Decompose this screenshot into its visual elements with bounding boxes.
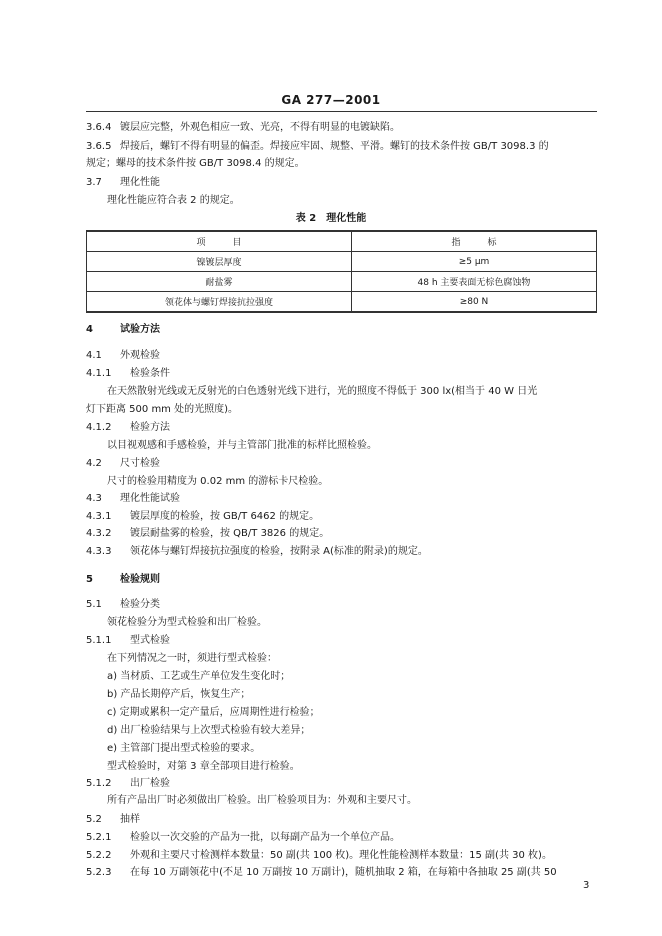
- clause-number: 5.1.2: [86, 778, 112, 789]
- clause-4-1-2: [86, 421, 170, 435]
- standard-code-header: GA 277—2001: [281, 93, 381, 107]
- clause-4-1: [86, 349, 160, 363]
- clause-5-2-3: [86, 866, 557, 880]
- clause-4-2: [86, 457, 160, 471]
- clause-number: 5.2.1: [86, 832, 112, 843]
- chapter-4-heading: [86, 323, 160, 337]
- clause-number: 4.3: [86, 493, 102, 504]
- clause-number: 4.3.2: [86, 528, 112, 539]
- clause-number: 4.3.1: [86, 511, 112, 522]
- list-item: e) 主管部门提出型式检验的要求。: [107, 743, 261, 754]
- chapter-5-heading: [86, 573, 160, 587]
- clause-text: 检验以一次交验的产品为一批，以每副产品为一个单位产品。: [130, 832, 400, 843]
- clause-text: 在每 10 万副领花中(不足 10 万副按 10 万副计)，随机抽取 2 箱，在每箱中各抽取 25 副(共 50: [130, 867, 557, 878]
- table-row: [87, 252, 597, 272]
- clause-title: 出厂检验: [130, 778, 170, 789]
- clause-4-3-1: [86, 510, 319, 524]
- chapter-number: 4: [86, 324, 93, 335]
- paragraph: 领花检验分为型式检验和出厂检验。: [107, 617, 267, 628]
- clause-title: 理化性能试验: [120, 493, 180, 504]
- clause-title: 型式检验: [130, 635, 170, 646]
- clause-5-1-2: [86, 777, 170, 791]
- clause-number: 4.2: [86, 458, 102, 469]
- page-number: 3: [583, 880, 590, 891]
- table-cell-value: 48 h 主要表面无棕色腐蚀物: [352, 272, 597, 292]
- table-cell-item: 领花体与螺钉焊接抗拉强度: [87, 292, 352, 313]
- clause-title: 抽样: [120, 814, 140, 825]
- table-cell-item: 耐盐雾: [87, 272, 352, 292]
- clause-title: 理化性能: [120, 177, 160, 188]
- clause-text: 外观和主要尺寸检测样本数量：50 副(共 100 枚)。理化性能检测样本数量：15 副(共 30 枚)。: [130, 850, 552, 861]
- clause-3-7: [86, 176, 160, 190]
- list-item: b) 产品长期停产后，恢复生产；: [107, 689, 251, 700]
- clause-number: 5.2: [86, 814, 102, 825]
- clause-number: 5.1.1: [86, 635, 112, 646]
- clause-4-3-3: [86, 545, 428, 559]
- clause-3-6-5: [86, 140, 549, 154]
- clause-text: 镀层厚度的检验，按 GB/T 6462 的规定。: [130, 511, 320, 522]
- clause-5-2-2: [86, 849, 552, 863]
- paragraph: 灯下距离 500 mm 处的光照度)。: [86, 404, 239, 415]
- clause-number: 5.1: [86, 599, 102, 610]
- clause-title: 外观检验: [120, 350, 160, 361]
- clause-text: 领花体与螺钉焊接抗拉强度的检验，按附录 A(标准的附录)的规定。: [130, 546, 428, 557]
- table-row: [87, 272, 597, 292]
- chapter-title: 检验规则: [120, 574, 160, 585]
- clause-title: 检验方法: [130, 422, 170, 433]
- table-caption: 表 2 理化性能: [295, 213, 367, 224]
- table-row: [87, 292, 597, 313]
- list-item: c) 定期或累积一定产量后，应周期性进行检验；: [107, 707, 320, 718]
- paragraph: 以目视观感和手感检验，并与主管部门批准的标样比照检验。: [107, 440, 377, 451]
- clause-title: 尺寸检验: [120, 458, 160, 469]
- clause-3-7-paragraph: 理化性能应符合表 2 的规定。: [107, 195, 240, 206]
- clause-5-2-1: [86, 831, 400, 845]
- paragraph: 在天然散射光线或无反射光的白色透射光线下进行，光的照度不得低于 300 lx(相当于 40 W 日光: [107, 386, 538, 397]
- chapter-title: 试验方法: [120, 324, 160, 335]
- header-rule: [86, 111, 597, 112]
- list-item: a) 当材质、工艺或生产单位发生变化时；: [107, 671, 291, 682]
- paragraph: 型式检验时，对第 3 章全部项目进行检验。: [107, 761, 300, 772]
- clause-3-6-5-continued: 规定；螺母的技术条件按 GB/T 3098.4 的规定。: [86, 158, 305, 169]
- clause-4-3: [86, 492, 180, 506]
- clause-number: 4.1.2: [86, 422, 112, 433]
- table-cell-value: ≥80 N: [352, 292, 597, 313]
- clause-number: 3.6.4: [86, 122, 112, 133]
- clause-title: 检验条件: [130, 368, 170, 379]
- clause-5-1: [86, 598, 160, 612]
- chapter-number: 5: [86, 574, 93, 585]
- clause-5-1-1: [86, 634, 170, 648]
- paragraph: 所有产品出厂时必须做出厂检验。出厂检验项目为：外观和主要尺寸。: [107, 795, 417, 806]
- table-cell-value: ≥5 μm: [352, 252, 597, 272]
- clause-number: 4.1.1: [86, 368, 112, 379]
- paragraph: 在下列情况之一时，须进行型式检验：: [107, 653, 277, 664]
- clause-4-3-2: [86, 527, 329, 541]
- table-header-indicator: 指 标: [352, 231, 597, 252]
- clause-text: 焊接后，螺钉不得有明显的偏歪。焊接应牢固、规整、平滑。螺钉的技术条件按 GB/T 3098.3 的: [120, 141, 549, 152]
- clause-title: 检验分类: [120, 599, 160, 610]
- list-item: d) 出厂检验结果与上次型式检验有较大差异；: [107, 725, 311, 736]
- clause-number: 4.3.3: [86, 546, 112, 557]
- clause-number: 3.7: [86, 177, 102, 188]
- clause-text: 镀层耐盐雾的检验，按 QB/T 3826 的规定。: [130, 528, 330, 539]
- clause-number: 5.2.3: [86, 867, 112, 878]
- clause-4-1-1: [86, 367, 170, 381]
- clause-number: 4.1: [86, 350, 102, 361]
- paragraph: 尺寸的检验用精度为 0.02 mm 的游标卡尺检验。: [107, 476, 329, 487]
- clause-3-6-4: [86, 121, 400, 135]
- clause-number: 5.2.2: [86, 850, 112, 861]
- table-2: [86, 230, 597, 313]
- table-header-item: 项 目: [87, 231, 352, 252]
- clause-text: 镀层应完整，外观色相应一致、光亮，不得有明显的电镀缺陷。: [120, 122, 400, 133]
- table-header-row: [87, 231, 597, 252]
- clause-number: 3.6.5: [86, 141, 112, 152]
- clause-5-2: [86, 813, 140, 827]
- table-cell-item: 镍镀层厚度: [87, 252, 352, 272]
